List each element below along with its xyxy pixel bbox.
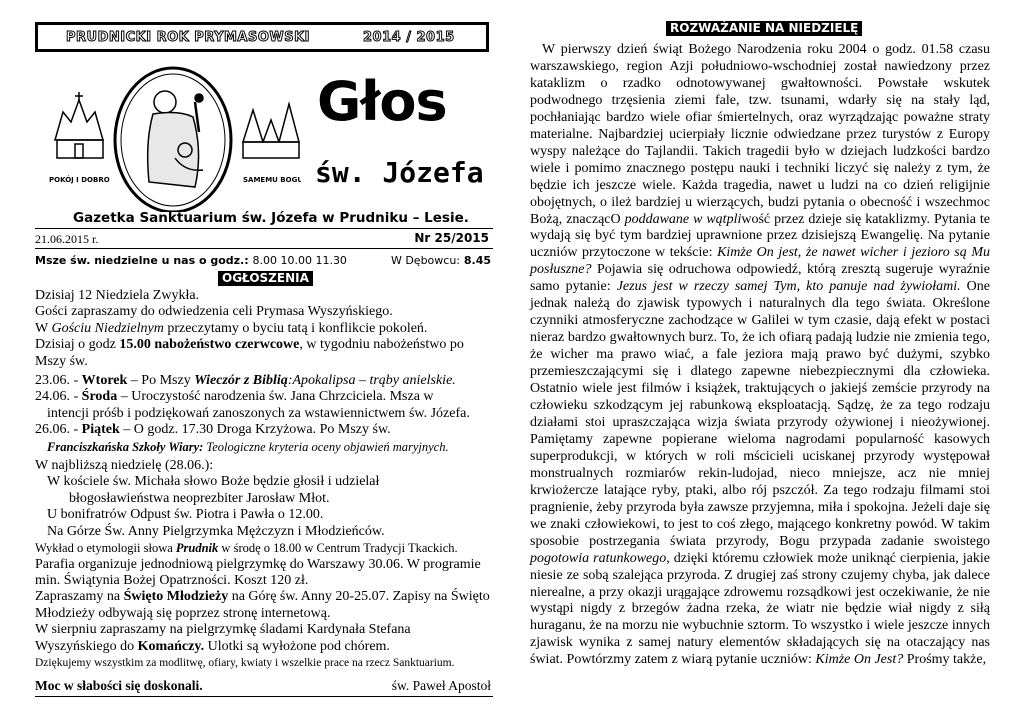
announcement-item: W Gościu Niedzielnym przeczytamy o byciu tatą i konflikcie pokoleń. <box>35 320 428 336</box>
announcement-item: 23.06. - Wtorek – Po Mszy Wieczór z Biblią:Apokalipsa – trąby anielskie. <box>35 373 456 389</box>
reflection-paragraph: W pierwszy dzień świąt Bożego Narodzenia roku 2004 o godz. 01.58 czasu warszawskiego, region Azji południowo-wschodniej został nawiedzony przez kataklizm o rzadko odnotowywanej gwałtowności. Powstałe wskutek podwodnego trzęsienia ziemi fale, tzw. tsunami, wdarły się na stały ląd, pochłaniając bardzo wiele ofiar śmiertelnych, oraz wyrządzając poważne straty materialne. Najbardziej ucierpiały licznie odwiedzane przez turystów z Europy wyspy należące do Tajlandii. Takich tragedii było w dziejach ludzkości bardzo wiele i pomimo znacznego postępu nauki i techniki liczyć się należy z tym, że będzie ich jeszcze wiele. Każda tragedia, nawet u ludzi na co dzień religijnie obojętnych, o ileż bardziej u wierzących, budzi pytania o obecność i wszechmoc Bożą, znaczącO poddawane w wątpliwość przez dzieje się kataklizmy. Pytania te wydają się być tym bardziej uprawnione przez dzisiejszą Ewangelię. Na pytanie uczniów przytoczone w tekście: Kimże On jest, że nawet wicher i jezioro są Mu posłuszne? Pojawia się odruchowa odpowiedź, którą zresztą sugeruje wyraźnie samo pytanie: Jezus jest w rzeczy samej Tym, kto panuje nad żywiołami. One jednak należą do zjawisk typowych i naturalnych dla tego świata. Określone czynniki atmosferyczne zachodzące w Galilei w tym czasie, dają efekt w postaci nieraz bardzo gwałtownych burz. To, że ich ofiarą padają ludzie nie zmienia tego, że wicher ma prawo wiać, a fale jeziora mają prawo być dużymi, szybko przemieszczającymi się i dlatego zapewne niebezpiecznymi dla człowieka. Ostatnio wiele jest filmów i książek, traktujących o jakiejś zemście przyrody na człowieku szkodzącym jej rabunkową eksploatacją. Sądzę, że za tego rodzaju działami stoi upraszczająca wizja świata przyrody ożywionej i nieożywionej. Pamiętamy zapewne popierane wieloma nagrodami popularność kasowych superprodukcji, w których w roli mścicieli uciskanej przyrody występował monstrualnych rozmiarów rekin-ludojad, nieco mniejsze, acz nie mniej krwiożercze latające ryby, ptaki, albo rój pszczół. Za tego rodzaju filmami stoi pragnienie, żeby przyroda była zawsze przyjemna, miła i spokojna. Jeżeli daje się we znaki człowiekowi, to jest to coś złego, mającego konkretny powód. W takim sposobie postrzegania świata przyrody, Bogu przypada zadanie swoistego pogotowia ratunkowego, dzięki któremu człowiek może uniknąć cierpienia, jakie niesie ze sobą szalejąca przyroda. Z drugiej zaś strony czujemy chyba, jak dalece nierealne, a przy okazji urągające zdrowemu rozsądkowi jest oczekiwanie, że nie wystąpi nigdy z brzegów żadna rzeka, że wiatr nie będzie wiał nigdy z siłą huraganu, że na morzu nie wybuchnie sztorm. To wszystko i wiele jeszcze innych zjawisk wynika z samej natury elementów składających się na otaczający nas świat. Powtórzmy zatem z wiarą pytanie uczniów: Kimże On Jest? Prośmy także, <box>530 42 990 668</box>
announcement-item: Na Górze Św. Anny Pielgrzymka Mężczyzn i Młodzieńców. <box>47 523 385 539</box>
sanctuary-logo <box>45 62 301 212</box>
footer-quote <box>35 678 493 694</box>
issue-number: Nr 25/2015 <box>414 231 489 245</box>
announcement-item: Dzisiaj 12 Niedziela Zwykła. <box>35 288 200 303</box>
logo-right-motto: SAMEMU BOGU <box>243 176 301 184</box>
debowiec-time: 8.45 <box>463 254 491 267</box>
announcement-item: Dzisiaj o godz 15.00 nabożeństwo czerwcowe, w tygodniu nabożeństwo po Mszy św. <box>35 337 464 369</box>
divider <box>35 248 493 249</box>
announcement-item: Zapraszamy na Święto Młodzieży na Górę św. Anny 20-25.07. Zapisy na Święto Młodzieży odbywają się poprzez stronę internetową. <box>35 589 490 621</box>
reflection-article <box>530 42 990 669</box>
announcement-item: W najbliższą niedzielę (28.06.): <box>35 458 214 474</box>
banner-right-text: 2014 / 2015 <box>363 30 455 45</box>
announcement-item: 24.06. - Środa – Uroczystość narodzenia św. Jana Chrzciciela. Msza w <box>35 389 434 405</box>
newsletter-subtitle: św. Józefa <box>315 156 484 189</box>
mass-times-values: 8.00 10.00 11.30 <box>252 254 347 267</box>
announcement-item: Gości zapraszamy do odwiedzenia celi Prymasa Wyszyńskiego. <box>35 304 393 320</box>
newsletter-title: Głos <box>317 70 447 133</box>
announcement-item: U bonifratrów Odpust św. Piotra i Pawła o 12.00. <box>47 507 324 523</box>
announcement-item: Dziękujemy wszystkim za modlitwę, ofiary, kwiaty i wszelkie prace na rzecz Sanktuarium. <box>35 656 455 669</box>
mass-times-label: Msze św. niedzielne u nas o godz.: <box>35 254 249 267</box>
announcement-item: 26.06. - Piątek – O godz. 17.30 Droga Krzyżowa. Po Mszy św. <box>35 422 391 438</box>
right-church-icon <box>243 104 299 158</box>
announcement-item: Franciszkańska Szkoły Wiary: Teologiczne kryteria oceny objawień maryjnych. <box>47 439 449 454</box>
footer-rule <box>35 696 493 697</box>
announcement-item: W kościele św. Michała słowo Boże będzie głosił i udzielał <box>47 474 380 490</box>
announcement-item: Wykład o etymologii słowa Prudnik w środę o 18.00 w Centrum Tradycji Tkackich. <box>35 541 458 556</box>
debowiec-label: W Dębowcu: <box>390 254 461 267</box>
announcement-item: intencji próśb i podziękowań zanoszonych za wstawiennictwem św. Józefa. <box>47 405 470 421</box>
logo-left-motto: POKÓJ I DOBRO <box>49 176 110 184</box>
announcements-list <box>35 288 493 671</box>
announcement-item: W sierpniu zapraszamy na pielgrzymkę śladami Kardynała Stefana Wyszyńskiego do Komańczy. Ulotki są wyłożone pod chórem. <box>35 622 411 654</box>
newsletter-tagline: Gazetka Sanktuarium św. Józefa w Prudniku – Lesie. <box>73 210 469 226</box>
announcements-heading: OGŁOSZENIA <box>218 271 313 286</box>
reflection-heading: ROZWAŻANIE NA NIEDZIELĘ <box>666 21 862 36</box>
debowiec-mass <box>391 254 491 267</box>
banner-left-text: PRUDNICKI ROK PRYMASOWSKI <box>66 30 311 45</box>
divider <box>35 228 493 229</box>
logo-graphic <box>45 62 301 212</box>
left-church-icon <box>55 92 103 158</box>
footer-author: św. Paweł Apostoł <box>391 678 491 693</box>
issue-date: 21.06.2015 r. <box>35 232 99 246</box>
announcement-item: błogosławieństwa neoprezbiter Jarosław Młot. <box>69 490 330 506</box>
mass-times <box>35 254 347 267</box>
footer-motto: Moc w słabości się doskonali. <box>35 678 203 693</box>
left-page <box>35 20 493 720</box>
year-banner <box>35 22 489 52</box>
announcement-item: Parafia organizuje jednodniową pielgrzymkę do Warszawy 30.06. W programie min. Świątynia Bożej Opatrzności. Koszt 120 zł. <box>35 556 481 588</box>
